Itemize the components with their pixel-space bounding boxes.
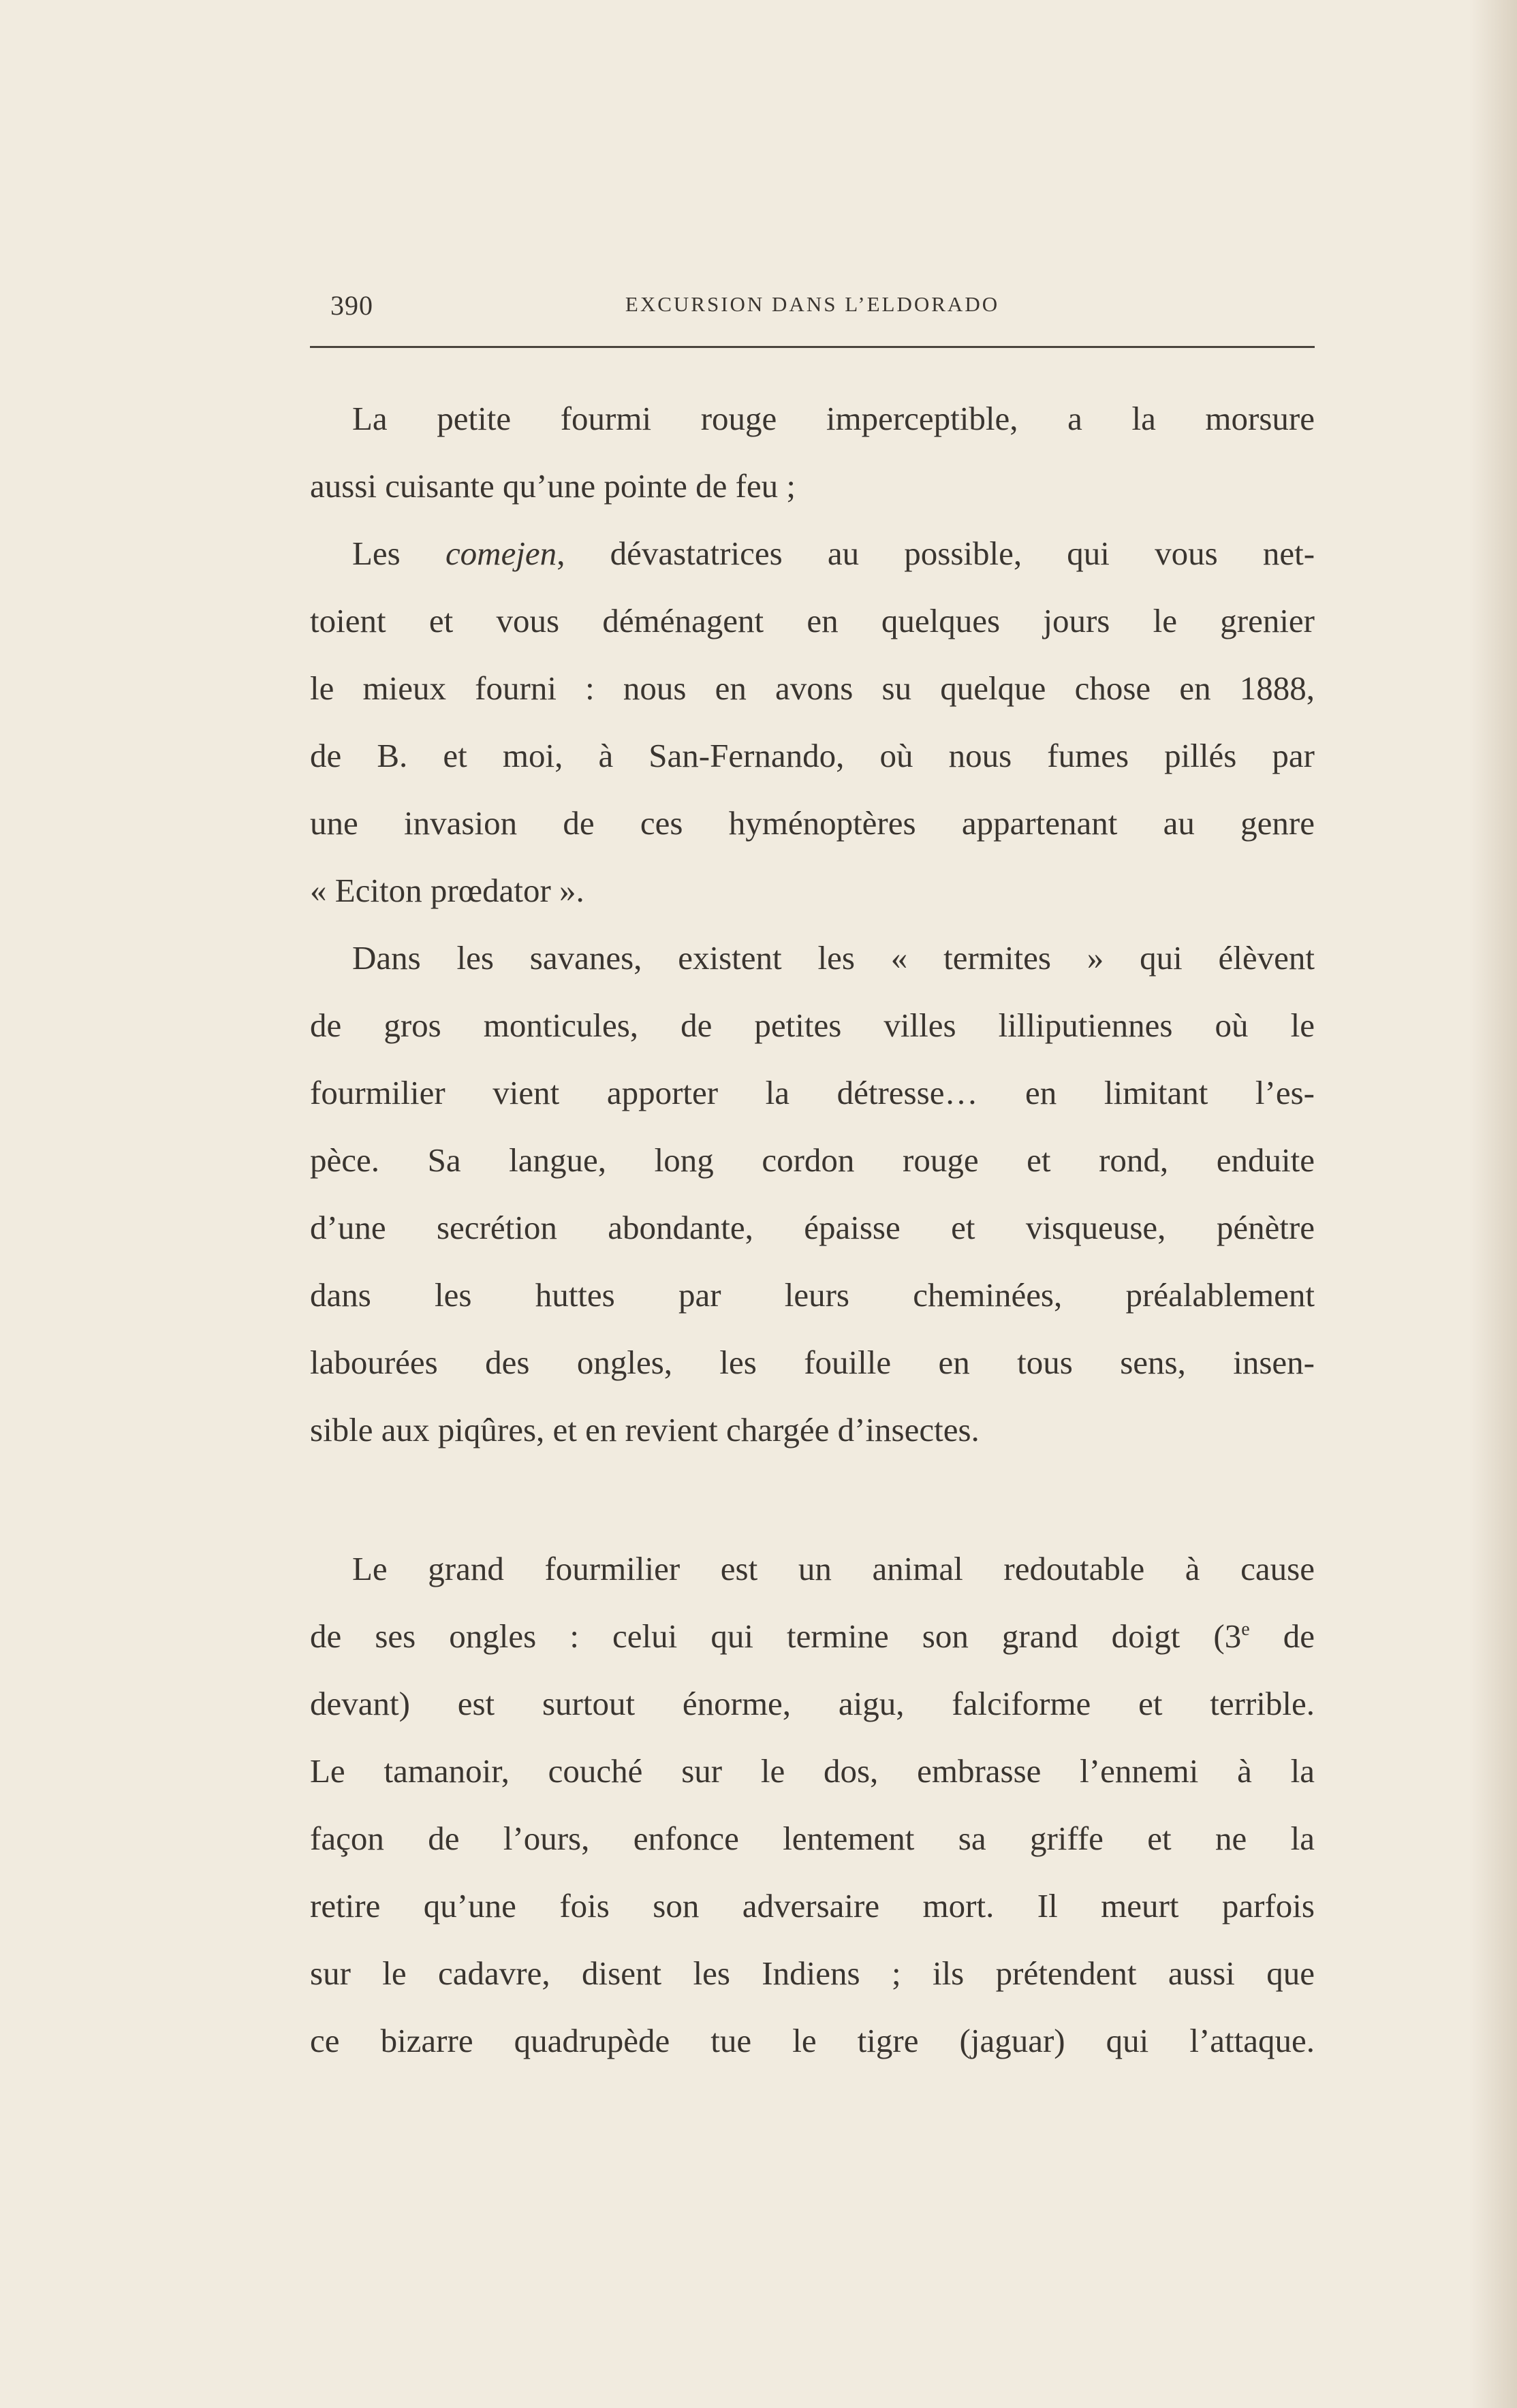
text-line: « Eciton prœdator ». xyxy=(310,872,584,909)
text-line: une invasion de ces hyménoptères appartenant au genre xyxy=(310,804,1315,842)
header-rule xyxy=(310,346,1315,348)
text-line: Le tamanoir, couché sur le dos, embrasse l’ennemi à la xyxy=(310,1752,1315,1790)
text-line: de B. et moi, à San-Fernando, où nous fumes pillés par xyxy=(310,737,1315,774)
text-line: aussi cuisante qu’une pointe de feu ; xyxy=(310,467,796,505)
paragraph-1 xyxy=(310,385,1315,520)
text-line: dans les huttes par leurs cheminées, préalablement xyxy=(310,1276,1315,1314)
text-line: d’une secrétion abondante, épaisse et visqueuse, pénètre xyxy=(310,1209,1315,1246)
text-line: labourées des ongles, les fouille en tous sens, insen- xyxy=(310,1344,1315,1381)
text-line: Le grand fourmilier est un animal redoutable à cause xyxy=(352,1550,1315,1587)
text-line: ce bizarre quadrupède tue le tigre (jaguar) qui l’attaque. xyxy=(310,2022,1315,2059)
text-line: sur le cadavre, disent les Indiens ; ils prétendent aussi que xyxy=(310,1954,1315,1992)
text-line: pèce. Sa langue, long cordon rouge et rond, enduite xyxy=(310,1141,1315,1179)
paragraph-2 xyxy=(310,520,1315,924)
text-line xyxy=(310,520,1315,587)
section-gap xyxy=(310,1463,1315,1535)
paragraph-4 xyxy=(310,1535,1315,2074)
text-fragment: de xyxy=(1249,1617,1315,1655)
text-line: La petite fourmi rouge imperceptible, a la morsure xyxy=(352,400,1315,437)
italic-term: comejen xyxy=(445,535,557,572)
text-line xyxy=(310,1602,1315,1670)
page-header xyxy=(310,289,1315,330)
text-line: fourmilier vient apporter la détresse… en limitant l’es- xyxy=(310,1074,1315,1111)
running-title: EXCURSION DANS L’ELDORADO xyxy=(625,292,1000,316)
page-number: 390 xyxy=(330,290,373,321)
text-fragment: , dévastatrices au possible, qui vous net- xyxy=(557,535,1315,572)
text-line: sible aux piqûres, et en revient chargée d’insectes. xyxy=(310,1411,980,1448)
text-line: devant) est surtout énorme, aigu, falciforme et terrible. xyxy=(310,1685,1315,1722)
body-text xyxy=(310,385,1315,2074)
paragraph-3 xyxy=(310,924,1315,1463)
text-line: toient et vous déménagent en quelques jours le grenier xyxy=(310,602,1315,639)
text-line: le mieux fourni : nous en avons su quelque chose en 1888, xyxy=(310,669,1315,707)
text-line: de gros monticules, de petites villes lilliputiennes où le xyxy=(310,1007,1315,1044)
text-line: Dans les savanes, existent les « termites » qui élèvent xyxy=(352,939,1315,977)
page-edge-shadow xyxy=(1469,0,1517,2408)
text-fragment: Les xyxy=(352,535,445,572)
superscript: e xyxy=(1241,1619,1250,1640)
text-line: façon de l’ours, enfonce lentement sa griffe et ne la xyxy=(310,1820,1315,1857)
text-line: retire qu’une fois son adversaire mort. Il meurt parfois xyxy=(310,1887,1315,1924)
text-fragment: de ses ongles : celui qui termine son grand doigt (3 xyxy=(310,1617,1242,1655)
